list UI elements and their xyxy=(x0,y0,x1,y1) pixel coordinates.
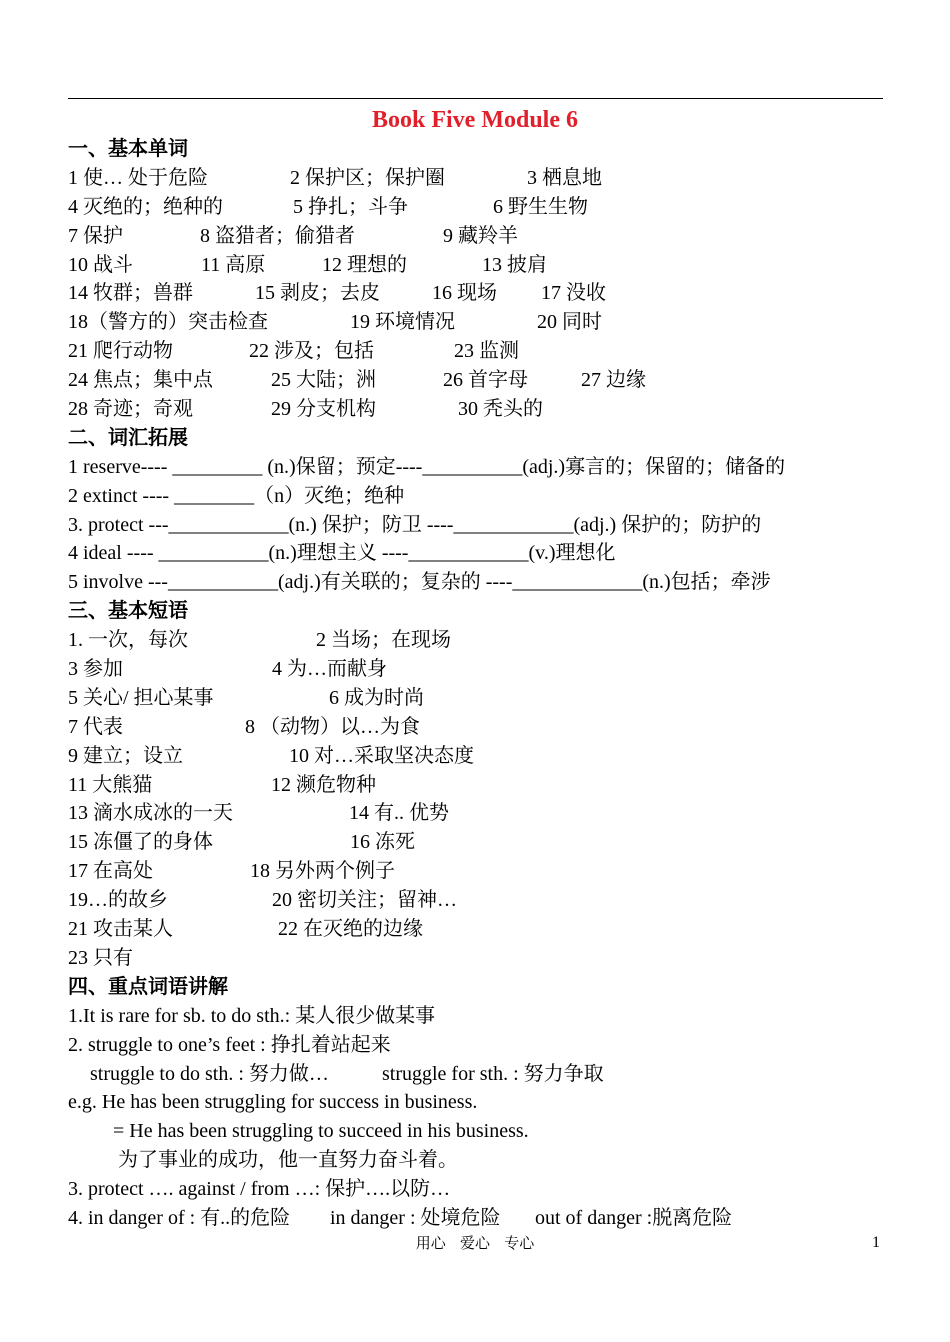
line-item: 18 另外两个例子 xyxy=(250,860,395,883)
text-line xyxy=(68,1175,888,1204)
page-number: 1 xyxy=(872,1234,880,1251)
text-line xyxy=(68,1117,888,1146)
line-item: 3. protect ---____________(n.) 保护；防卫 ----____________(adj.) 保护的；防护的 xyxy=(68,513,762,536)
line-item: 12 濒危物种 xyxy=(271,773,376,796)
text-line xyxy=(68,1002,888,1031)
line-item: 4 为…而献身 xyxy=(272,658,387,681)
line-item: 15 冻僵了的身体 xyxy=(68,831,213,854)
line-item: 8 （动物）以…为食 xyxy=(245,715,420,738)
line-item: 3 栖息地 xyxy=(527,166,602,189)
line-item: 7 保护 xyxy=(68,224,123,247)
line-item: 2 当场；在现场 xyxy=(316,629,451,652)
line-item: 11 大熊猫 xyxy=(68,773,153,796)
line-item: 22 涉及；包括 xyxy=(249,340,374,363)
text-line xyxy=(68,713,888,742)
text-line xyxy=(68,511,888,540)
line-item: 13 披肩 xyxy=(482,253,547,276)
text-line xyxy=(68,886,888,915)
line-item: 5 挣扎；斗争 xyxy=(293,195,408,218)
line-item: 5 关心/ 担心某事 xyxy=(68,686,214,709)
line-item: 9 建立；设立 xyxy=(68,744,183,767)
line-item: 4 ideal ---- ___________(n.)理想主义 ----____________(v.)理想化 xyxy=(68,542,616,565)
line-item: 15 剥皮；去皮 xyxy=(255,282,380,305)
text-line xyxy=(68,626,888,655)
text-line xyxy=(68,1031,888,1060)
text-line xyxy=(68,944,888,973)
text-line xyxy=(68,279,888,308)
line-item: 17 没收 xyxy=(541,282,606,305)
document-title: Book Five Module 6 xyxy=(371,107,578,133)
text-line xyxy=(68,1088,888,1117)
line-item: 23 只有 xyxy=(68,946,133,969)
section-heading: 四、重点词语讲解 xyxy=(68,975,228,998)
line-item: 16 现场 xyxy=(432,282,497,305)
text-line xyxy=(68,684,888,713)
text-line xyxy=(68,164,888,193)
line-item: 25 大陆；洲 xyxy=(271,369,376,392)
text-line xyxy=(68,1204,888,1233)
text-line xyxy=(68,366,888,395)
line-item: 20 同时 xyxy=(537,311,602,334)
line-item: 26 首字母 xyxy=(443,369,528,392)
text-line xyxy=(68,308,888,337)
line-item: 17 在高处 xyxy=(68,860,153,883)
line-item: 7 代表 xyxy=(68,715,123,738)
line-item: e.g. He has been struggling for success in business. xyxy=(68,1091,478,1114)
page-footer: 用心 爱心 专心 xyxy=(415,1234,535,1252)
document-body xyxy=(68,135,888,1233)
text-line xyxy=(68,655,888,684)
line-item: 19…的故乡 xyxy=(68,889,168,912)
section-heading: 二、词汇拓展 xyxy=(68,426,188,449)
line-item: 9 藏羚羊 xyxy=(443,224,518,247)
line-item: 11 高原 xyxy=(201,253,266,276)
line-item: 为了事业的成功，他一直努力奋斗着。 xyxy=(118,1149,458,1172)
line-item: 20 密切关注；留神… xyxy=(272,889,457,912)
text-line xyxy=(68,539,888,568)
line-item: 6 成为时尚 xyxy=(329,686,424,709)
text-line xyxy=(68,453,888,482)
line-item: 8 盗猎者；偷猎者 xyxy=(200,224,355,247)
line-item: 2 保护区；保护圈 xyxy=(290,166,445,189)
line-item: 1 使… 处于危险 xyxy=(68,166,208,189)
line-item: 22 在灭绝的边缘 xyxy=(278,918,423,941)
line-item: 24 焦点；集中点 xyxy=(68,369,213,392)
line-item: 21 爬行动物 xyxy=(68,340,173,363)
line-item: struggle for sth. : 努力争取 xyxy=(382,1062,604,1085)
text-line xyxy=(68,828,888,857)
line-item: 2. struggle to one’s feet : 挣扎着站起来 xyxy=(68,1033,391,1056)
line-item: 1. 一次，每次 xyxy=(68,629,188,652)
line-item: 1 reserve---- _________ (n.)保留；预定----__________(adj.)寡言的；保留的；储备的 xyxy=(68,455,786,478)
text-line xyxy=(68,857,888,886)
line-item: 6 野生生物 xyxy=(493,195,588,218)
text-line xyxy=(68,771,888,800)
line-item: 18（警方的）突击检查 xyxy=(68,311,268,334)
line-item: 19 环境情况 xyxy=(350,311,455,334)
text-line xyxy=(68,1060,888,1089)
line-item: 21 攻击某人 xyxy=(68,918,173,941)
line-item: out of danger :脱离危险 xyxy=(535,1206,733,1229)
line-item: 29 分支机构 xyxy=(271,398,376,421)
line-item: struggle to do sth. : 努力做… xyxy=(90,1062,329,1085)
line-item: 5 involve ---___________(adj.)有关联的；复杂的 ----_____________(n.)包括；牵涉 xyxy=(68,571,771,594)
line-item: 30 秃头的 xyxy=(458,398,543,421)
section-heading: 三、基本短语 xyxy=(68,600,188,623)
line-item: 10 战斗 xyxy=(68,253,133,276)
section-heading: 一、基本单词 xyxy=(68,138,188,160)
line-item: 14 牧群；兽群 xyxy=(68,282,193,305)
text-line xyxy=(68,742,888,771)
line-item: 4. in danger of : 有..的危险 xyxy=(68,1206,291,1229)
header-rule xyxy=(68,98,883,99)
text-line xyxy=(68,568,888,597)
text-line xyxy=(68,337,888,366)
line-item: 3 参加 xyxy=(68,658,123,681)
line-item: 16 冻死 xyxy=(350,831,415,854)
text-line xyxy=(68,251,888,280)
line-item: in danger : 处境危险 xyxy=(330,1206,501,1229)
text-line xyxy=(68,193,888,222)
line-item: 14 有.. 优势 xyxy=(349,802,449,825)
line-item: 28 奇迹；奇观 xyxy=(68,398,193,421)
line-item: 2 extinct ---- ________（n）灭绝；绝种 xyxy=(68,484,405,507)
line-item: 3. protect …. against / from …: 保护….以防… xyxy=(68,1178,451,1201)
line-item: = He has been struggling to succeed in his business. xyxy=(113,1120,529,1143)
text-line xyxy=(68,799,888,828)
line-item: 12 理想的 xyxy=(322,253,407,276)
line-item: 10 对…采取坚决态度 xyxy=(289,744,474,767)
text-line xyxy=(68,1146,888,1175)
line-item: 4 灭绝的；绝种的 xyxy=(68,195,223,218)
text-line xyxy=(68,915,888,944)
text-line xyxy=(68,395,888,424)
text-line xyxy=(68,482,888,511)
line-item: 1.It is rare for sb. to do sth.: 某人很少做某事 xyxy=(68,1004,436,1027)
text-line xyxy=(68,222,888,251)
line-item: 13 滴水成冰的一天 xyxy=(68,802,233,825)
line-item: 27 边缘 xyxy=(581,369,646,392)
line-item: 23 监测 xyxy=(454,340,519,363)
